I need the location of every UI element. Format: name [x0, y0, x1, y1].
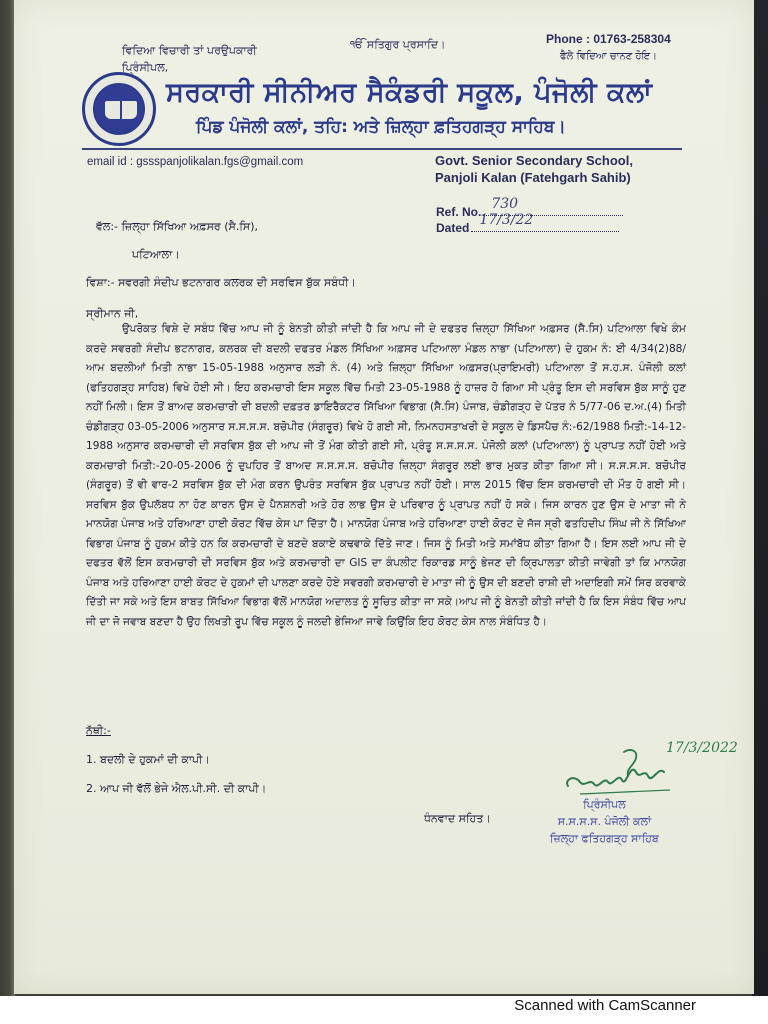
school-logo-icon — [82, 72, 156, 146]
letterhead-left-line1: ਵਿਦਿਆ ਵਿਚਾਰੀ ਤਾਂ ਪਰਉਪਕਾਰੀ — [122, 44, 257, 57]
stamp-line2: ਸ.ਸ.ਸ.ਸ. ਪੰਜੋਲੀ ਕਲਾਂ — [557, 815, 652, 828]
scanner-watermark: Scanned with CamScanner — [514, 997, 696, 1014]
letter-body: ਉਪਰੋਕਤ ਵਿਸ਼ੇ ਦੇ ਸਬੰਧ ਵਿੱਚ ਆਪ ਜੀ ਨੂੰ ਬੇਨਤੀ ਕੀਤੀ ਜਾਂਦੀ ਹੈ ਕਿ ਆਪ ਜੀ ਦੇ ਦਫਤਰ ਜ਼ਿਲ੍ਹਾ ਸਿੱਖਿਆ ਅਫ਼ਸਰ (ਸੈ.ਸਿ) ਪਟਿਆਲਾ ਵਿਖੇ ਕੰਮ ਕਰਦੇ ਸਵਰਗੀ ਸੰਦੀਪ ਭਟਨਾਗਰ, ਕਲਰਕ ਦੀ ਬਦਲੀ ਦਫਤਰ ਮੰਡਲ ਸਿੱਖਿਆ ਅਫ਼ਸਰ ਪਟਿਆਲਾ ਮੰਡਲ ਨਾਭਾ (ਪਟਿਆਲਾ) ਦੇ ਹੁਕਮ ਨੰ: ਈ 4/34(2)88/ਆਮ ਬਦਲੀਆਂ ਮਿਤੀ ਨਾਭਾ 15-05-1988 ਅਨੁਸਾਰ ਲੜੀ ਨੰ. (4) ਅਤੇ ਜ਼ਿਲ੍ਹਾ ਸਿੱਖਿਆ ਅਫ਼ਸਰ(ਪ੍ਰਾਇਮਰੀ) ਪਟਿਆਲਾ ਤੋਂ ਸ.ਹ.ਸ. ਪੰਜੋਲੀ ਕਲਾਂ (ਫਤਿਹਗੜ੍ਹ ਸਾਹਿਬ) ਵਿਖੇ ਹੋਈ ਸੀ। ਇਹ ਕਰਮਚਾਰੀ ਇਸ ਸਕੂਲ ਵਿੱਚ ਮਿਤੀ 23-05-1988 ਨੂੰ ਹਾਜ਼ਰ ਹੋ ਗਿਆ ਸੀ ਪ੍ਰੰਤੂ ਇਸ ਦੀ ਸਰਵਿਸ ਬੁੱਕ ਸਾਨੂੰ ਹੁਣ ਨਹੀਂ ਮਿਲੀ। ਇਸ ਤੋਂ ਬਾਅਦ ਕਰਮਚਾਰੀ ਦੀ ਬਦਲੀ ਦਫ਼ਤਰ ਡਾਇਰੈਕਟਰ ਸਿੱਖਿਆ ਵਿਭਾਗ (ਸੈ.ਸਿ) ਪੰਜਾਬ, ਚੰਡੀਗੜ੍ਹ ਦੇ ਪੱਤਰ ਨੰ 5/77-06 ਦ.ਅ.(4) ਮਿਤੀ ਚੰਡੀਗੜ੍ਹ 03-05-2006 ਅਨੁਸਾਰ ਸ.ਸ.ਸ.ਸ. ਬਚੋਪੀਰ (ਸੰਗਰੂਰ) ਵਿਖੇ ਹੋ ਗਈ ਸੀ, ਨਿਮਨਹਸਤਾਖਰੀ ਦੇ ਸਕੂਲ ਦੇ ਡਿਸਪੈਚ ਨੰ:-62/1988 ਮਿਤੀ:-14-12-1988 ਅਨੁਸਾਰ ਕਰਮਚਾਰੀ ਦੀ ਸਰਵਿਸ ਬੁੱਕ ਦੀ ਆਪ ਜੀ ਤੋਂ ਮੰਗ ਕੀਤੀ ਗਈ ਸੀ, ਪ੍ਰੰਤੂ ਸ.ਸ.ਸ.ਸ. ਪੰਜੋਲੀ ਕਲਾਂ (ਪਟਿਆਲਾ) ਨੂੰ ਪ੍ਰਾਪਤ ਨਹੀਂ ਹੋਈ ਅਤੇ ਕਰਮਚਾਰੀ ਮਿਤੀ:-20-05-2006 ਨੂੰ ਦੁਪਹਿਰ ਤੋਂ ਬਾਅਦ ਸ.ਸ.ਸ.ਸ. ਬਚੋਪੀਰ ਜ਼ਿਲ੍ਹਾ ਸੰਗਰੂਰ ਲਈ ਭਾਰ ਮੁਕਤ ਕੀਤਾ ਗਿਆ ਸੀ। ਸ.ਸ.ਸ.ਸ. ਬਚੋਪੀਰ (ਸੰਗਰੂਰ) ਤੋਂ ਵੀ ਵਾਰ-2 ਸਰਵਿਸ ਬੁੱਕ ਦੀ ਮੰਗ ਕਰਨ ਉਪਰੰਤ ਸਰਵਿਸ ਬੁੱਕ ਪ੍ਰਾਪਤ ਨਹੀਂ ਹੋਈ। ਸਾਲ 2015 ਵਿੱਚ ਇਸ ਕਰਮਚਾਰੀ ਦੀ ਮੌਤ ਹੋ ਗਈ ਸੀ। ਸਰਵਿਸ ਬੁੱਕ ਉਪਲੱਬਧ ਨਾ ਹੋਣ ਕਾਰਨ ਉਸ ਦੇ ਪੈਨਸ਼ਨਰੀ ਅਤੇ ਹੋਰ ਲਾਭ ਉਸ ਦੇ ਪਰਿਵਾਰ ਨੂੰ ਪ੍ਰਾਪਤ ਨਹੀਂ ਹੋ ਸਕੇ। ਜਿਸ ਕਾਰਨ ਹੁਣ ਉਸ ਦੇ ਮਾਤਾ ਜੀ ਨੇ ਮਾਨਯੋਗ ਪੰਜਾਬ ਅਤੇ ਹਰਿਆਣਾ ਹਾਈ ਕੋਰਟ ਵਿੱਚ ਕੇਸ ਪਾ ਦਿੱਤਾ ਹੈ। ਮਾਨਯੋਗ ਪੰਜਾਬ ਅਤੇ ਹਰਿਆਣਾ ਹਾਈ ਕੋਰਟ ਦੇ ਜੱਜ ਸ੍ਰੀ ਫਤਹਿਦੀਪ ਸਿੰਘ ਜੀ ਨੇ ਸਿੱਖਿਆ ਵਿਭਾਗ ਪੰਜਾਬ ਨੂੰ ਹੁਕਮ ਕੀਤੇ ਹਨ ਕਿ ਕਰਮਚਾਰੀ ਦੇ ਬਣਦੇ ਬਕਾਏ ਕਢਵਾਕੇ ਦਿੱਤੇ ਜਾਣ। ਜਿਸ ਨੂੰ ਮਿਤੀ ਅਤੇ ਸਮਾਂਬੱਧ ਕੀਤਾ ਗਿਆ ਹੈ। ਇਸ ਲਈ ਆਪ ਜੀ ਦੇ ਦਫਤਰ ਵੱਲੋਂ ਇਸ ਕਰਮਚਾਰੀ ਦੀ ਸਰਵਿਸ ਬੁੱਕ ਅਤੇ ਕਰਮਚਾਰੀ ਦਾ GIS ਦਾ ਕੰਪਲੀਟ ਰਿਕਾਰਡ ਸਾਨੂੰ ਭੇਜਣ ਦੀ ਕ੍ਰਿਪਾਲਤਾ ਕੀਤੀ ਜਾਵੇਗੀ ਤਾਂ ਕਿ ਮਾਨਯੋਗ ਪੰਜਾਬ ਅਤੇ ਹਰਿਆਣਾ ਹਾਈ ਕੋਰਟ ਦੇ ਹੁਕਮਾਂ ਦੀ ਪਾਲਣਾ ਕਰਦੇ ਹੋਏ ਸਵਰਗੀ ਕਰਮਚਾਰੀ ਦੇ ਮਾਤਾ ਜੀ ਨੂੰ ਉਸ ਦੀ ਬਣਦੀ ਰਾਸ਼ੀ ਦੀ ਅਦਾਇਗੀ ਸਮੇਂ ਸਿਰ ਕਰਵਾਕੇ ਦਿੱਤੀ ਜਾ ਸਕੇ ਅਤੇ ਇਸ ਬਾਬਤ ਸਿੱਖਿਆ ਵਿਭਾਗ ਵੱਲੋਂ ਮਾਨਯੋਗ ਅਦਾਲਤ ਨੂੰ ਸੂਚਿਤ ਕੀਤਾ ਜਾ ਸਕੇ।ਆਪ ਜੀ ਨੂੰ ਬੇਨਤੀ ਕੀਤੀ ਜਾਂਦੀ ਹੈ ਕਿ ਇਸ ਸੰਬੰਧ ਵਿੱਚ ਆਪ ਜੀ ਦਾ ਜੋ ਜਵਾਬ ਬਣਦਾ ਹੈ ਉਹ ਲਿਖਤੀ ਰੂਪ ਵਿੱਚ ਸਕੂਲ ਨੂੰ ਜਲਦੀ ਭੇਜਿਆ ਜਾਵੇ ਕਿਉਂਕਿ ਇਹ ਕੋਰਟ ਕੇਸ ਨਾਲ ਸੰਬੰਧਿਤ ਹੈ। — [86, 323, 686, 628]
signature-date: 17/3/2022 — [666, 740, 738, 756]
closing-thanks: ਧੰਨਵਾਦ ਸਹਿਤ। — [424, 812, 491, 825]
letterhead-left-line2: ਪ੍ਰਿੰਸੀਪਲ, — [122, 61, 169, 74]
english-name-line1: Govt. Senior Secondary School, — [435, 153, 633, 168]
letterhead-motto: ਫੈਲੇ ਵਿਦਿਆ ਚਾਨਣ ਹੋਇ। — [560, 51, 657, 62]
school-name: ਸਰਕਾਰੀ ਸੀਨੀਅਰ ਸੈਕੰਡਰੀ ਸਕੂਲ, ਪੰਜੋਲੀ ਕਲਾਂ — [166, 77, 653, 108]
book-icon — [105, 101, 137, 119]
dated-value: 17/3/22 — [479, 212, 534, 228]
dated-label: Dated — [436, 221, 470, 235]
scanner-footer — [0, 996, 768, 1024]
ref-label: Ref. No. — [436, 205, 482, 219]
stamp-line1: ਪ੍ਰਿੰਸੀਪਲ — [583, 798, 626, 811]
logo-text: ਪੰਜੋਲੀ ਕਲਾਂ — [106, 127, 132, 134]
letterhead-divider — [82, 148, 682, 150]
principal-stamp — [550, 796, 659, 847]
letter-subject: ਵਿਸ਼ਾ:- ਸਵਰਗੀ ਸੰਦੀਪ ਭਟਨਾਗਰ ਕਲਰਕ ਦੀ ਸਰਵਿਸ ਬੁੱਕ ਸਬੰਧੀ। — [86, 276, 356, 289]
letterhead-left — [122, 42, 257, 76]
attachment-item-1: 1. ਬਦਲੀ ਦੇ ਹੁਕਮਾਂ ਦੀ ਕਾਪੀ। — [86, 753, 210, 766]
letterhead-phone: Phone : 01763-258304 — [546, 32, 671, 46]
attachment-item-2: 2. ਆਪ ਜੀ ਵੱਲੋਂ ਭੇਜੇ ਐਲ.ਪੀ.ਸੀ. ਦੀ ਕਾਪੀ। — [86, 782, 267, 795]
letterhead-invocation: ੴ ਸਤਿਗੁਰ ਪ੍ਰਸਾਦਿ। — [350, 38, 446, 51]
school-email: email id : gssspanjolikalan.fgs@gmail.com — [87, 156, 304, 168]
school-address: ਪਿੰਡ ਪੰਜੋਲੀ ਕਲਾਂ, ਤਹਿ: ਅਤੇ ਜ਼ਿਲ੍ਹਾ ਫ਼ਤਿਹਗੜ੍ਹ ਸਾਹਿਬ। — [196, 117, 566, 137]
attachments-heading: ਨੱਥੀ:- — [86, 724, 111, 737]
school-english-name — [435, 152, 633, 186]
reference-block — [436, 196, 623, 236]
scanner-edge — [752, 0, 768, 996]
dated-field — [471, 212, 619, 232]
recipient-city: ਪਟਿਆਲਾ। — [132, 248, 180, 261]
stamp-line3: ਜ਼ਿਲ੍ਹਾ ਫਤਿਹਗੜ੍ਹ ਸਾਹਿਬ — [550, 832, 659, 845]
ref-number: 730 — [491, 196, 519, 212]
english-name-line2: Panjoli Kalan (Fatehgarh Sahib) — [435, 170, 631, 185]
recipient: ਵੱਲ:- ਜ਼ਿਲ੍ਹਾ ਸਿੱਖਿਆ ਅਫ਼ਸਰ (ਸੈ.ਸਿ), — [96, 220, 258, 233]
salutation: ਸ੍ਰੀਮਾਨ ਜੀ, — [86, 307, 139, 320]
